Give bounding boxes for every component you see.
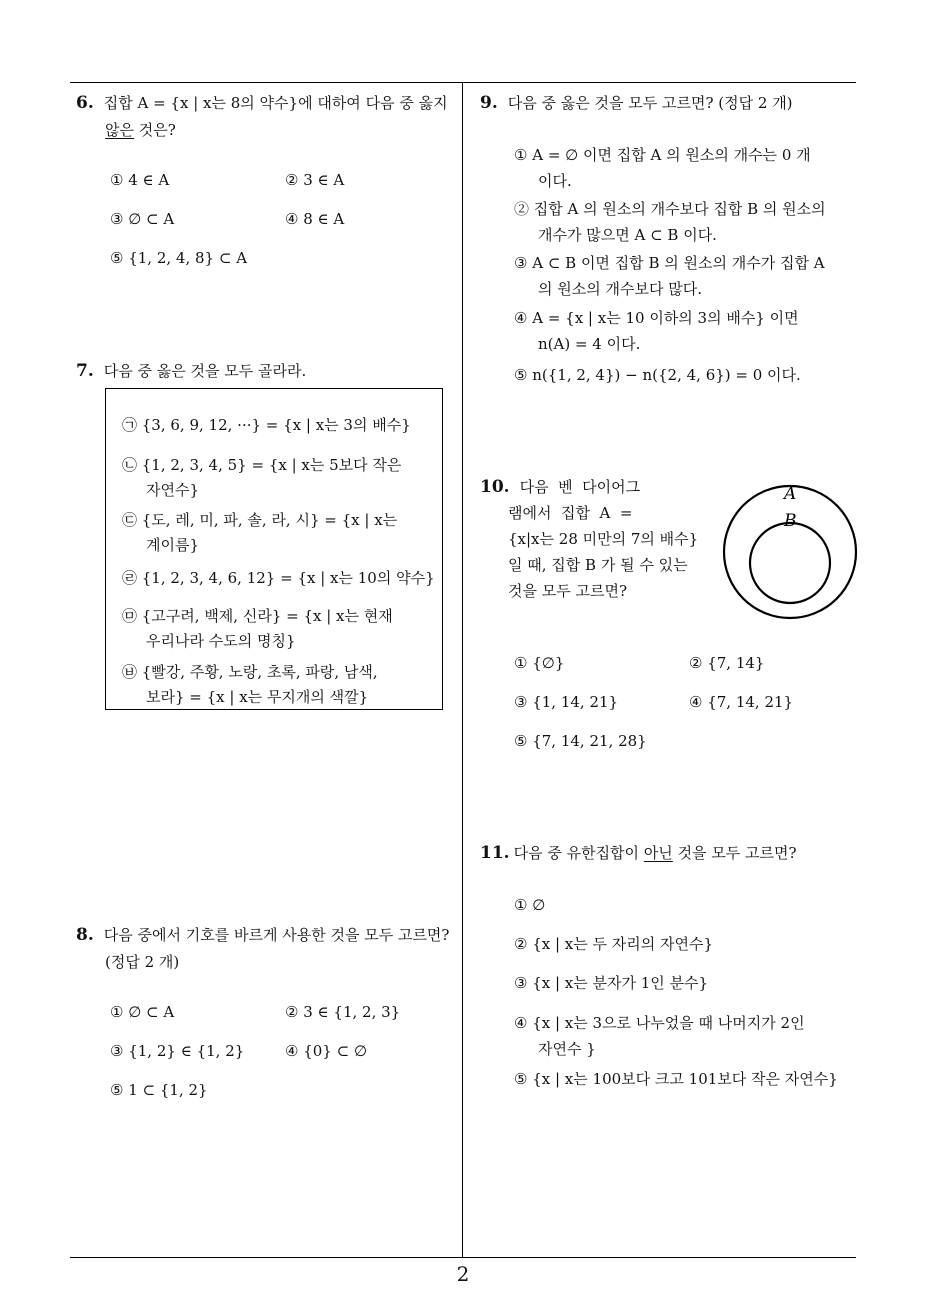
q6-line2 — [105, 117, 176, 144]
q9-option-3-cont: 의 원소의 개수보다 많다. — [538, 280, 702, 298]
venn-diagram — [722, 480, 862, 625]
q7-number: 7. — [76, 361, 94, 381]
q7-text — [76, 358, 306, 385]
q10-line1-text: 다음 벤 다이어그 — [519, 478, 641, 496]
q9-option-1: ① A = ∅ 이면 집합 A 의 원소의 개수는 0 개 — [514, 146, 811, 164]
q6-number: 6. — [76, 93, 94, 113]
q10-line5: 것을 모두 고르면? — [508, 582, 628, 600]
q7-item-2-cont: 자연수} — [146, 481, 200, 499]
venn-label-b: B — [784, 511, 797, 531]
q10-option-3: ③ {1, 14, 21} — [514, 693, 619, 711]
q9-option-1-cont: 이다. — [538, 172, 572, 190]
q9-option-5: ⑤ n({1, 2, 4}) − n({2, 4, 6}) = 0 이다. — [514, 366, 801, 384]
q11-option-1: ① ∅ — [514, 896, 546, 914]
q9-option-3: ③ A ⊂ B 이면 집합 B 의 원소의 개수가 집합 A — [514, 254, 825, 272]
q10-option-1: ① {∅} — [514, 654, 565, 672]
top-rule — [70, 82, 856, 83]
q7-item-6: ㉥ {빨강, 주황, 노랑, 초록, 파랑, 남색, — [122, 663, 378, 681]
q6-option-1: ① 4 ∈ A — [110, 171, 170, 189]
q7-item-5: ㉤ {고구려, 백제, 신라} = {x | x는 현재 — [122, 607, 393, 625]
q11-option-4: ④ {x | x는 3으로 나누었을 때 나머지가 2인 — [514, 1014, 805, 1032]
q6-line1: 집합 A = {x | x는 8의 약수}에 대하여 다음 중 옳지 — [103, 94, 448, 112]
q11-option-5: ⑤ {x | x는 100보다 크고 101보다 작은 자연수} — [514, 1070, 838, 1088]
q8-line2: (정답 2 개) — [105, 953, 180, 971]
q8-option-3: ③ {1, 2} ∈ {1, 2} — [110, 1042, 245, 1060]
q9-number: 9. — [480, 93, 498, 113]
q10-option-2: ② {7, 14} — [689, 654, 765, 672]
venn-set-b-circle — [750, 523, 830, 603]
q8-line1: 다음 중에서 기호를 바르게 사용한 것을 모두 고르면? — [103, 926, 450, 944]
q11-underlined: 아닌 — [643, 844, 673, 862]
q11-question-pre: 다음 중 유한집합이 — [513, 844, 644, 862]
q8-number: 8. — [76, 925, 94, 945]
q9-question: 다음 중 옳은 것을 모두 고르면? (정답 2 개) — [507, 94, 793, 112]
q10-line4: 일 때, 집합 B 가 될 수 있는 — [508, 556, 688, 574]
venn-label-a: A — [784, 484, 797, 504]
q11-text — [480, 840, 797, 867]
q7-item-2: ㉡ {1, 2, 3, 4, 5} = {x | x는 5보다 작은 — [122, 456, 402, 474]
page-number: 2 — [456, 1262, 470, 1286]
q8-option-4: ④ {0} ⊂ ∅ — [285, 1042, 368, 1060]
q10-option-5: ⑤ {7, 14, 21, 28} — [514, 732, 647, 750]
q11-option-2: ② {x | x는 두 자리의 자연수} — [514, 935, 714, 953]
q8-option-5: ⑤ 1 ⊂ {1, 2} — [110, 1081, 208, 1099]
q6-option-3: ③ ∅ ⊂ A — [110, 210, 175, 228]
q7-item-3: ㉢ {도, 레, 미, 파, 솔, 라, 시} = {x | x는 — [122, 511, 398, 529]
q6-option-4: ④ 8 ∈ A — [285, 210, 345, 228]
q11-option-4-cont: 자연수 } — [538, 1040, 596, 1058]
q10-line3: {x|x는 28 미만의 7의 배수} — [508, 530, 699, 548]
q6-text — [76, 90, 448, 117]
q10-line1 — [480, 474, 640, 501]
bottom-rule — [70, 1257, 856, 1258]
q9-option-4-cont: n(A) = 4 이다. — [538, 335, 641, 353]
venn-set-a-circle — [724, 486, 856, 618]
q7-item-6-cont: 보라} = {x | x는 무지개의 색깔} — [146, 688, 369, 706]
q9-option-2-cont: 개수가 많으면 A ⊂ B 이다. — [538, 226, 717, 244]
q8-text — [76, 922, 449, 949]
q9-option-4: ④ A = {x | x는 10 이하의 3의 배수} 이면 — [514, 309, 799, 327]
q11-number: 11. — [480, 843, 510, 863]
q10-number: 10. — [480, 477, 510, 497]
q6-option-2: ② 3 ∈ A — [285, 171, 345, 189]
q7-question: 다음 중 옳은 것을 모두 골라라. — [103, 362, 307, 380]
q9-text — [480, 90, 793, 117]
column-divider — [462, 82, 463, 1257]
q8-option-2: ② 3 ∈ {1, 2, 3} — [285, 1003, 401, 1021]
q7-item-3-cont: 계이름} — [146, 536, 200, 554]
q11-question-post: 것을 모두 고르면? — [672, 844, 797, 862]
q7-item-5-cont: 우리나라 수도의 명칭} — [146, 632, 296, 650]
q10-line2: 램에서 집합 A = — [508, 504, 633, 522]
q7-item-1: ㉠ {3, 6, 9, 12, ···} = {x | x는 3의 배수} — [122, 416, 411, 434]
q6-line2-rest: 것은? — [133, 121, 176, 139]
q8-option-1: ① ∅ ⊂ A — [110, 1003, 175, 1021]
q6-underlined: 않은 — [105, 121, 134, 139]
q7-item-4: ㉣ {1, 2, 3, 4, 6, 12} = {x | x는 10의 약수} — [122, 569, 435, 587]
q6-option-5: ⑤ {1, 2, 4, 8} ⊂ A — [110, 249, 248, 267]
q10-option-4: ④ {7, 14, 21} — [689, 693, 794, 711]
q9-option-2: ② 집합 A 의 원소의 개수보다 집합 B 의 원소의 — [514, 200, 826, 218]
q11-option-3: ③ {x | x는 분자가 1인 분수} — [514, 974, 709, 992]
